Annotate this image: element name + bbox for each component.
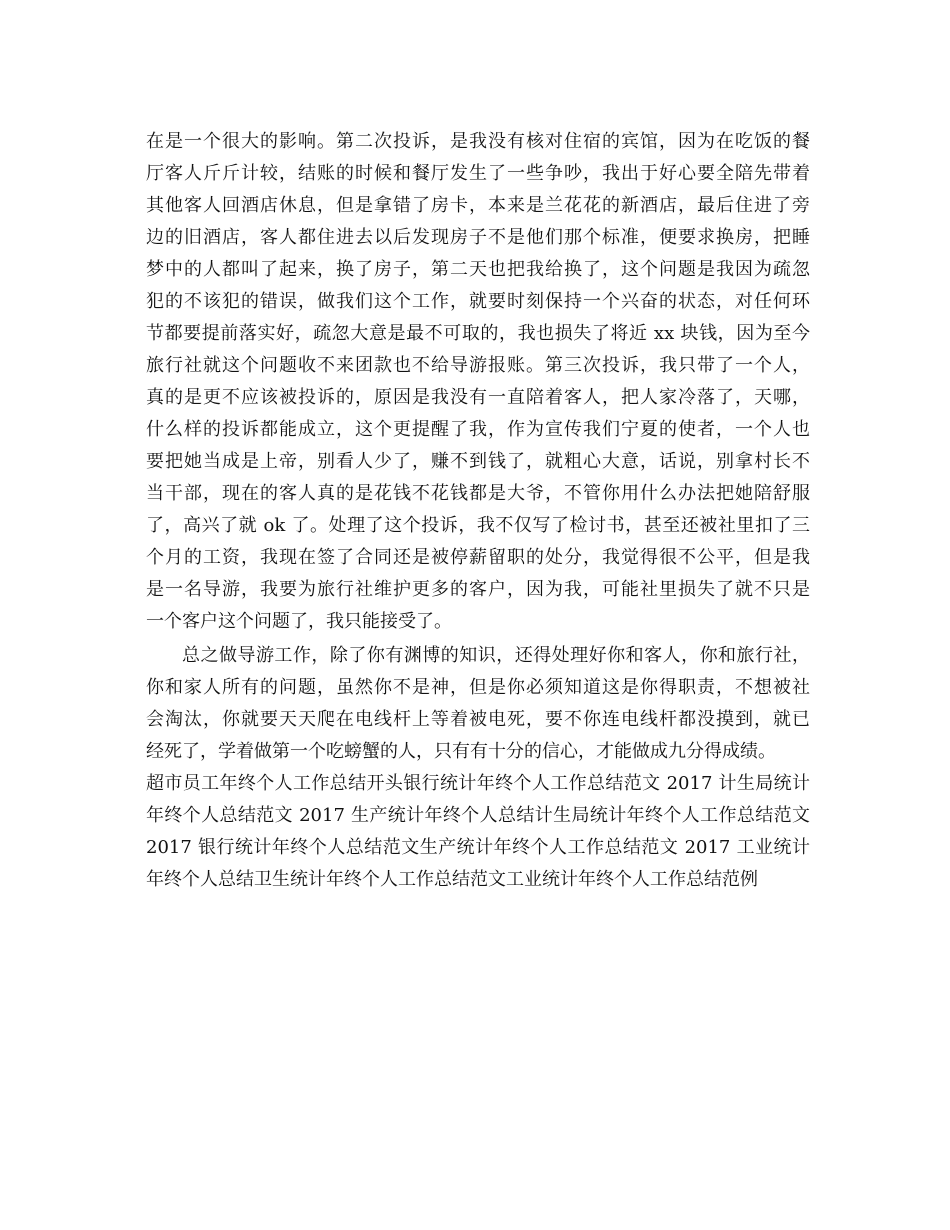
text-line: 在是一个很大的影响。第二次投诉，是我没有核对住宿的宾馆，因为在吃饭的餐 — [146, 131, 810, 152]
text-line: 了，高兴了就 ok 了。处理了这个投诉，我不仅写了检讨书，甚至还被社里扣了三 — [146, 515, 810, 536]
text-line: 真的是更不应该被投诉的，原因是我没有一直陪着客人，把人家冷落了，天哪， — [146, 387, 810, 408]
paragraph-complaints — [146, 126, 810, 638]
text-line: 一个客户这个问题了，我只能接受了。 — [146, 611, 452, 632]
text-line: 2017 银行统计年终个人总结范文生产统计年终个人工作总结范文 2017 工业统计 — [146, 837, 810, 858]
text-line: 经死了，学着做第一个吃螃蟹的人，只有有十分的信心，才能做成九分得成绩。 — [146, 741, 776, 762]
paragraph-conclusion — [146, 640, 810, 768]
text-line: 厅客人斤斤计较，结账的时候和餐厅发生了一些争吵，我出于好心要全陪先带着 — [146, 163, 810, 184]
text-line: 梦中的人都叫了起来，换了房子，第二天也把我给换了，这个问题是我因为疏忽 — [146, 259, 810, 280]
text-line: 什么样的投诉都能成立，这个更提醒了我，作为宣传我们宁夏的使者，一个人也 — [146, 419, 810, 440]
text-line: 旅行社就这个问题收不来团款也不给导游报账。第三次投诉，我只带了一个人， — [146, 355, 810, 376]
text-line: 犯的不该犯的错误，做我们这个工作，就要时刻保持一个兴奋的状态，对任何环 — [146, 291, 810, 312]
text-line: 当干部，现在的客人真的是花钱不花钱都是大爷，不管你用什么办法把她陪舒服 — [146, 483, 810, 504]
document-body — [146, 126, 810, 896]
text-line: 个月的工资，我现在签了合同还是被停薪留职的处分，我觉得很不公平，但是我 — [146, 547, 810, 568]
text-line: 年终个人总结卫生统计年终个人工作总结范文工业统计年终个人工作总结范例 — [146, 869, 758, 890]
text-line: 年终个人总结范文 2017 生产统计年终个人总结计生局统计年终个人工作总结范文 — [146, 805, 810, 826]
text-line: 超市员工年终个人工作总结开头银行统计年终个人工作总结范文 2017 计生局统计 — [146, 773, 810, 794]
text-line: 节都要提前落实好，疏忽大意是最不可取的，我也损失了将近 xx 块钱，因为至今 — [146, 323, 810, 344]
text-line: 其他客人回酒店休息，但是拿错了房卡，本来是兰花花的新酒店，最后住进了旁 — [146, 195, 810, 216]
text-line: 边的旧酒店，客人都住进去以后发现房子不是他们那个标准，便要求换房，把睡 — [146, 227, 810, 248]
text-line: 会淘汰，你就要天天爬在电线杆上等着被电死，要不你连电线杆都没摸到，就已 — [146, 709, 810, 730]
text-line: 你和家人所有的问题，虽然你不是神，但是你必须知道这是你得职责，不想被社 — [146, 677, 810, 698]
text-line: 是一名导游，我要为旅行社维护更多的客户，因为我，可能社里损失了就不只是 — [146, 579, 810, 600]
text-line: 总之做导游工作，除了你有渊博的知识，还得处理好你和客人，你和旅行社， — [182, 645, 810, 666]
paragraph-related-titles — [146, 768, 810, 896]
text-line: 要把她当成是上帝，别看人少了，赚不到钱了，就粗心大意，话说，别拿村长不 — [146, 451, 810, 472]
